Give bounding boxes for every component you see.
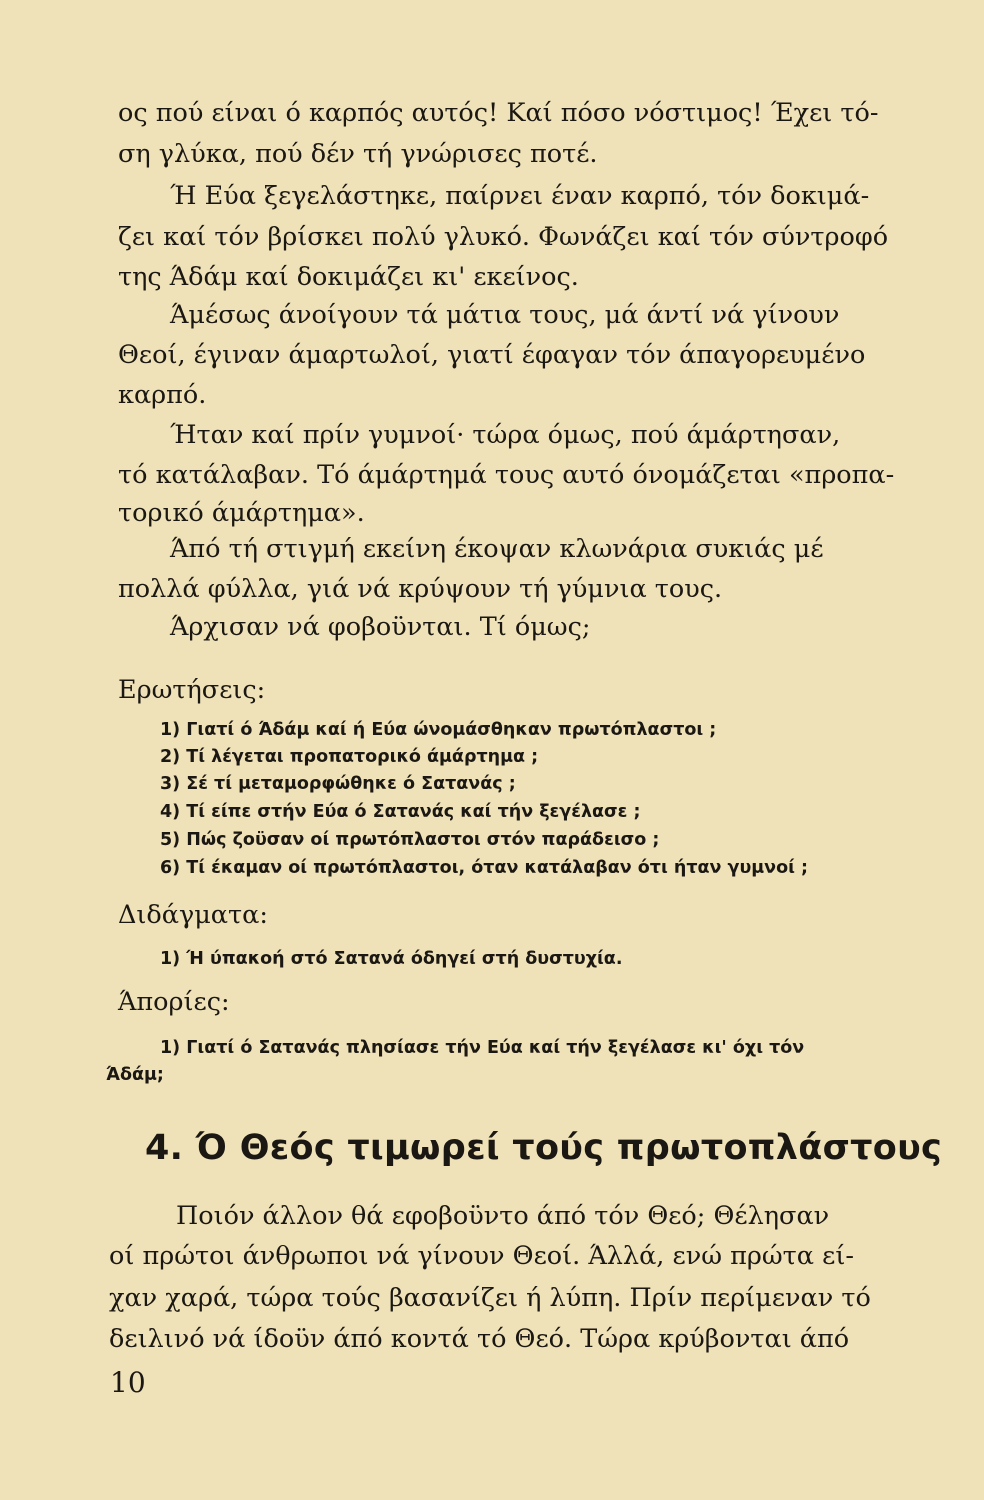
question-item: 6) Τί έκαμαν οί πρωτόπλαστοι, όταν κατάλαβαν ότι ήταν γυμνοί ; [160, 858, 809, 878]
story-line: ος πού είναι ό καρπός αυτός! Καί πόσο νόστιμος! Έχει τό- [118, 98, 879, 128]
chapter-line: Ποιόν άλλον θά εφοβοϋντο άπό τόν Θεό; Θέλησαν [176, 1201, 830, 1231]
story-line: πολλά φύλλα, γιά νά κρύψουν τή γύμνια τους. [118, 574, 723, 604]
chapter-line: οί πρώτοι άνθρωποι νά γίνουν Θεοί. Άλλά, ενώ πρώτα εί- [109, 1241, 854, 1271]
question-item: 1) Γιατί ό Άδάμ καί ή Εύα ώνομάσθηκαν πρωτόπλαστοι ; [160, 720, 717, 740]
doubt-item: 1) Γιατί ό Σατανάς πλησίασε τήν Εύα καί τήν ξεγέλασε κι' όχι τόν [160, 1038, 805, 1058]
question-item: 5) Πώς ζοϋσαν οί πρωτόπλαστοι στόν παράδεισο ; [160, 830, 660, 850]
story-line: Άπό τή στιγμή εκείνη έκοψαν κλωνάρια συκιάς μέ [170, 534, 824, 564]
question-item: 2) Τί λέγεται προπατορικό άμάρτημα ; [160, 747, 539, 767]
lesson-item: 1) Ή ύπακοή στό Σατανά όδηγεί στή δυστυχία. [160, 949, 623, 969]
story-line: Άμέσως άνοίγουν τά μάτια τους, μά άντί νά γίνουν [170, 300, 840, 330]
doubt-item: Άδάμ; [106, 1065, 164, 1085]
story-line: ση γλύκα, πού δέν τή γνώρισες ποτέ. [118, 139, 598, 169]
chapter-line: δειλινό νά ίδοϋν άπό κοντά τό Θεό. Τώρα κρύβονται άπό [109, 1324, 850, 1354]
story-line: Ήταν καί πρίν γυμνοί· τώρα όμως, πού άμάρτησαν, [170, 420, 841, 450]
story-line: Θεοί, έγιναν άμαρτωλοί, γιατί έφαγαν τόν άπαγορευμένο [118, 340, 866, 370]
lessons-heading: Διδάγματα: [118, 900, 268, 930]
story-line: τό κατάλαβαν. Τό άμάρτημά τους αυτό όνομάζεται «προπα- [118, 460, 895, 490]
questions-heading: Ερωτήσεις: [118, 675, 266, 705]
page-number: 10 [110, 1366, 146, 1399]
story-line: ζει καί τόν βρίσκει πολύ γλυκό. Φωνάζει καί τόν σύντροφό [118, 222, 889, 252]
question-item: 3) Σέ τί μεταμορφώθηκε ό Σατανάς ; [160, 774, 516, 794]
question-item: 4) Τί είπε στήν Εύα ό Σατανάς καί τήν ξεγέλασε ; [160, 802, 641, 822]
story-line: της Άδάμ καί δοκιμάζει κι' εκείνος. [118, 262, 579, 292]
chapter-line: χαν χαρά, τώρα τούς βασανίζει ή λύπη. Πρίν περίμεναν τό [109, 1283, 871, 1313]
chapter-title: 4. Ό Θεός τιμωρεί τούς πρωτοπλάστους [145, 1128, 943, 1168]
doubts-heading: Άπορίες: [118, 987, 230, 1017]
story-line: Άρχισαν νά φοβοϋνται. Τί όμως; [170, 612, 591, 642]
story-line: τορικό άμάρτημα». [118, 498, 365, 528]
story-line: Ή Εύα ξεγελάστηκε, παίρνει έναν καρπό, τόν δοκιμά- [170, 181, 870, 211]
story-line: καρπό. [118, 380, 207, 410]
